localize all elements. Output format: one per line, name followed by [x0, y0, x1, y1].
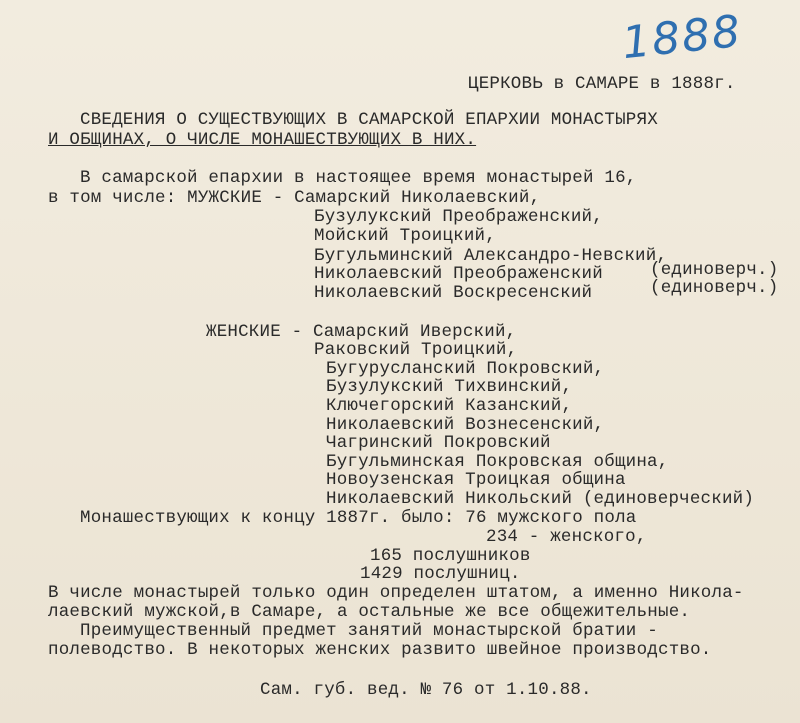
document-header: ЦЕРКОВЬ в САМАРЕ в 1888г.: [468, 74, 736, 94]
body-line: лаевский мужской,в Самаре, а остальные же все общежительные.: [48, 602, 691, 622]
female-monastery: Николаевский Никольский (единоверческий): [326, 489, 755, 509]
title-line-2-text: И ОБЩИНАХ, О ЧИСЛЕ МОНАШЕСТВУЮЩИХ В НИХ.: [48, 130, 477, 150]
female-monastery: Раковский Троицкий,: [314, 340, 518, 360]
male-monastery: Бугульминский Александро-Невский,: [314, 246, 668, 266]
handwritten-year: 1888: [619, 5, 745, 70]
stats-line-4: 1429 послушниц.: [360, 564, 521, 584]
female-monastery-first: Самарский Иверский,: [313, 322, 517, 342]
title-line-2: [48, 130, 476, 150]
male-monastery: Мойский Троицкий,: [314, 226, 496, 246]
female-monastery: Бугурусланский Покровский,: [326, 359, 605, 379]
female-monastery: Ключегорский Казанский,: [326, 396, 573, 416]
female-monastery: Бугульминская Покровская община,: [326, 452, 669, 472]
male-note: (единоверч.): [650, 278, 779, 298]
male-monastery-first: Самарский Николаевский,: [294, 188, 541, 208]
female-monastery: Новоузенская Троицкая община: [326, 470, 626, 490]
male-monastery: Бузулукский Преображенский,: [314, 207, 603, 227]
female-line-1: [206, 322, 516, 342]
stats-line-3: 165 послушников: [370, 546, 531, 566]
male-monastery: Николаевский Преображенский: [314, 264, 603, 284]
female-monastery: Бузулукский Тихвинский,: [326, 377, 573, 397]
female-label: ЖЕНСКИЕ -: [206, 322, 314, 342]
male-note: (единоверч.): [650, 260, 779, 280]
female-monastery: Чагринский Покровский: [326, 433, 551, 453]
intro-line-1: В самарской епархии в настоящее время монастырей 16,: [80, 168, 637, 188]
intro-line-2: [48, 188, 540, 208]
body-line: Преимущественный предмет занятий монастырской братии -: [80, 621, 658, 641]
intro-prefix: в том числе: МУЖСКИЕ -: [48, 188, 295, 208]
source-citation: Сам. губ. вед. № 76 от 1.10.88.: [260, 680, 592, 700]
body-line: полеводство. В некоторых женских развито швейное производство.: [48, 640, 712, 660]
title-line-1: СВЕДЕНИЯ О СУЩЕСТВУЮЩИХ В САМАРСКОЙ ЕПАРХИИ МОНАСТЫРЯХ: [80, 110, 658, 130]
female-monastery: Николаевский Вознесенский,: [326, 415, 605, 435]
stats-line-1: Монашествующих к концу 1887г. было: 76 мужского пола: [80, 508, 637, 528]
male-monastery: Николаевский Воскресенский: [314, 283, 593, 303]
body-line: В числе монастырей только один определен штатом, а именно Никола-: [48, 583, 744, 603]
stats-line-2: 234 - женского,: [486, 527, 647, 547]
